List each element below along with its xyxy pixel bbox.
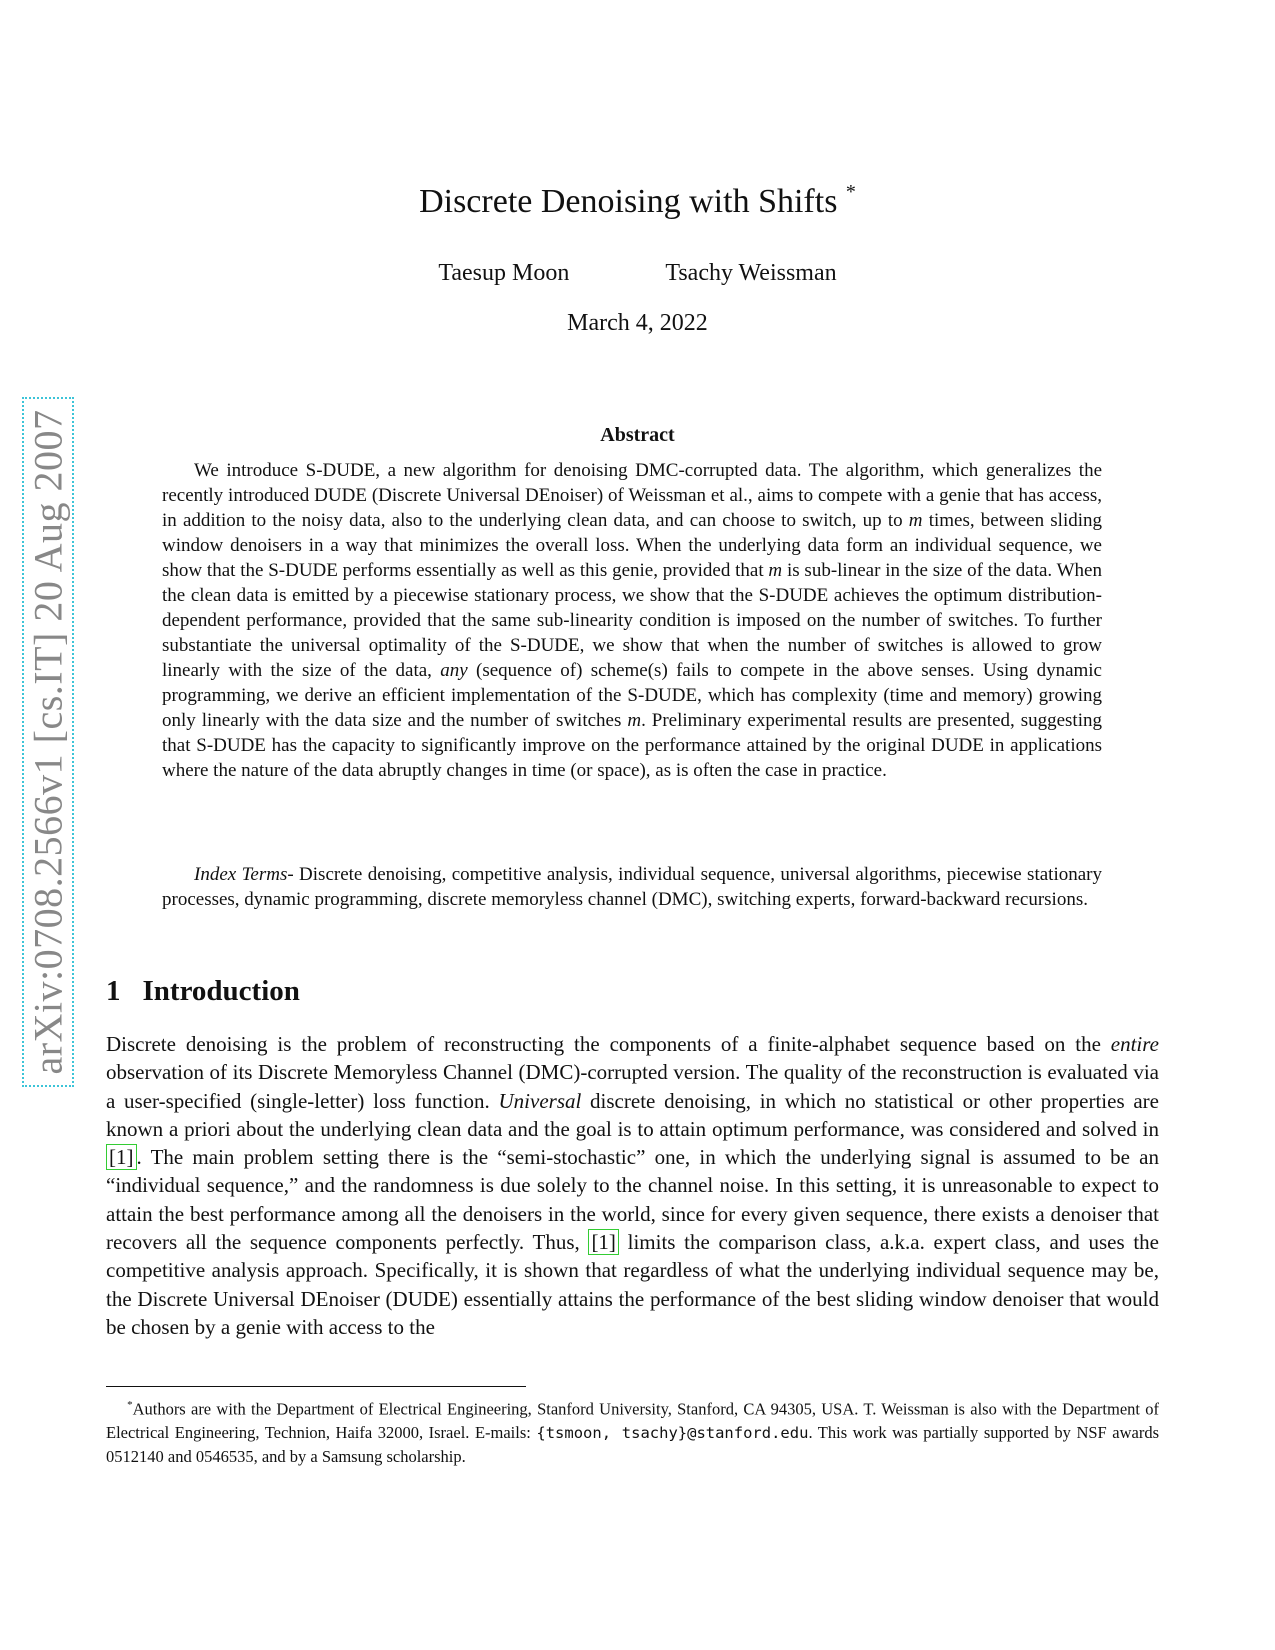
footnote-segment: Authors are with the Department of Electrical Engineering, Stanford University, Stanford, CA 94305, USA. T. Weissman is also with the Department of Electrical Engineering, Technion, Haifa 32000, Israel. E-mails: [106,1399,1159,1442]
index-terms [162,862,1102,912]
index-terms-text: - Discrete denoising, competitive analysis, individual sequence, universal algorithms, piecewise stationary processes, dynamic programming, discrete memoryless channel (DMC), switching experts, forward-backward recursions. [162,864,1102,910]
abstract-segment: is sub-linear in the size of the data. When the clean data is emitted by a piecewise stationary process, we show that the S-DUDE achieves the optimum distribution-dependent performance, provided that the same sub-linearity condition is imposed on the number of switches. To further substantiate the universal optimality of the S-DUDE, we show that when the number of switches is allowed to grow linearly with the size of the data, [162,560,1102,681]
section-title: Introduction [142,975,300,1007]
abstract-segment: (sequence of) scheme(s) fails to compete in the above senses. Using dynamic programming, we derive an efficient implementation of the S-DUDE, which has complexity (time and memory) growing only linearly with the data size and the number of switches [162,660,1102,731]
emphasis: entire [1110,1032,1159,1056]
abstract-heading: Abstract [600,424,675,446]
abstract-segment: We introduce S-DUDE, a new algorithm for denoising DMC-corrupted data. The algorithm, which generalizes the recently introduced DUDE (Discrete Universal DEnoiser) of Weissman et al., aims to compete with a genie that has access, in addition to the noisy data, also to the underlying clean data, and can choose to switch, up to [162,460,1102,531]
index-terms-label: Index Terms [194,864,288,885]
arxiv-stamp [22,397,74,1087]
abstract-segment: . Preliminary experimental results are presented, suggesting that S-DUDE has the capacity to significantly improve on the performance attained by the original DUDE in applications where the nature of the data abruptly changes in time (or space), as is often the case in practice. [162,710,1102,781]
section-heading [106,975,300,1008]
math-symbol: m [627,710,642,731]
abstract-text [162,458,1102,783]
section-number: 1 [106,975,121,1007]
emphasis: any [440,660,468,681]
footnote-mark: * [127,1399,133,1411]
abstract-segment: times, between sliding window denoisers in a way that minimizes the overall loss. When the underlying data form an individual sequence, we show that the S-DUDE performs essentially as well as this genie, provided that [162,510,1102,581]
paper-date: March 4, 2022 [567,310,708,336]
arxiv-identifier[interactable]: arXiv:0708.2566v1 [cs.IT] 20 Aug 2007 [25,409,71,1075]
intro-segment: discrete denoising, in which no statistical or other properties are known a priori about the underlying clean data and the goal is to attain optimum performance, was considered and solved in [106,1088,1159,1141]
math-symbol: m [908,510,923,531]
emphasis: Universal [498,1088,582,1113]
footnote-segment: . This work was partially supported by NSF awards 0512140 and 0546535, and by a Samsung scholarship. [106,1422,1159,1466]
intro-segment: limits the comparison class, a.k.a. expert class, and uses the competitive analysis approach. Specifically, it is shown that regardless of what the underlying individual sequence may be, the Discrete Universal DEnoiser (DUDE) essentially attains the performance of the best sliding window denoiser that would be chosen by a genie with access to the [106,1230,1159,1339]
intro-segment: observation of its Discrete Memoryless Channel (DMC)-corrupted version. The quality of the reconstruction is evaluated via a user-specified (single-letter) loss function. [106,1060,1159,1113]
footnote [106,1394,1159,1468]
citation-link[interactable]: [1] [106,1144,137,1170]
author-name: Tsachy Weissman [665,260,837,286]
author-name: Taesup Moon [438,260,570,286]
footnote-divider [106,1386,526,1387]
citation-link[interactable]: [1] [588,1229,619,1255]
author-list [0,260,1275,287]
title-text: Discrete Denoising with Shifts [419,183,838,220]
intro-segment: Discrete denoising is the problem of reconstructing the components of a finite-alphabet sequence based on the [106,1032,1111,1056]
paper-title [0,183,1275,221]
title-footnote-mark[interactable]: * [845,181,856,203]
intro-segment: . The main problem setting there is the “semi-stochastic” one, in which the underlying signal is assumed to be an “individual sequence,” and the randomness is due solely to the channel noise. In this setting, it is unreasonable to expect to attain the best performance among all the denoisers in the world, since for every given sequence, there exists a denoiser that recovers all the sequence components perfectly. Thus, [106,1145,1159,1255]
email-addresses[interactable]: {tsmoon, tsachy}@stanford.edu [536,1423,809,1442]
introduction-text [106,1030,1159,1341]
math-symbol: m [768,560,783,581]
